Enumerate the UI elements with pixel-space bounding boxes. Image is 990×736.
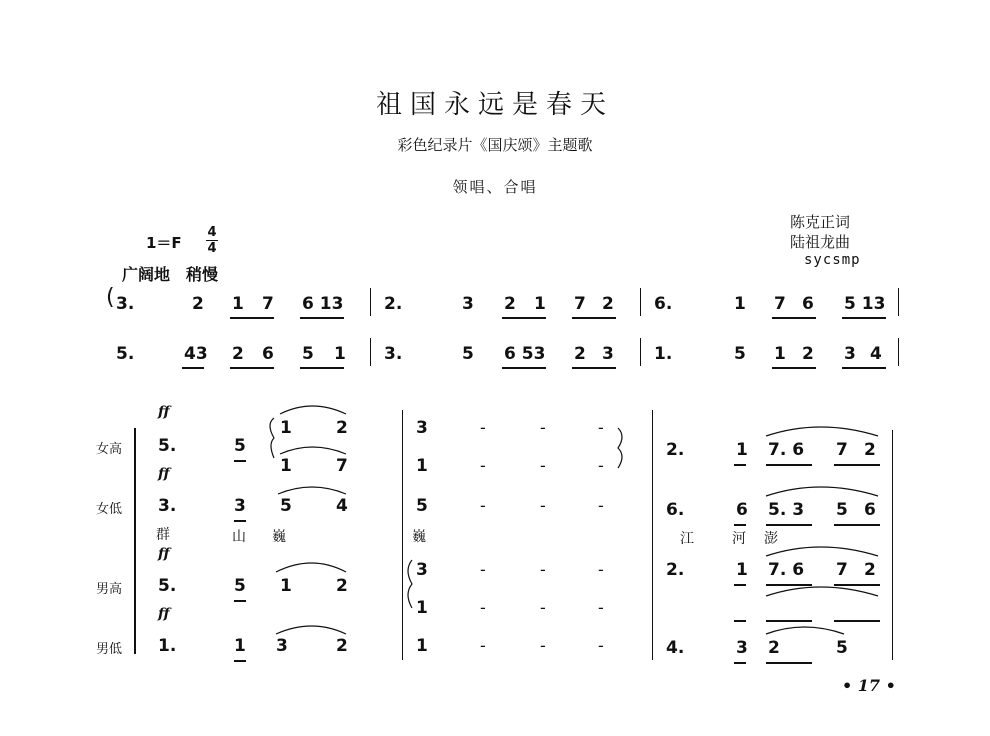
note: 1 — [534, 294, 546, 314]
note: 7. 6 — [768, 440, 805, 460]
note: 2 — [602, 294, 614, 314]
hold-dash: - — [598, 496, 604, 515]
hold-dash: - — [480, 636, 486, 655]
part-label-alto: 女低 — [96, 502, 123, 517]
note: 2. — [666, 560, 685, 580]
lyric: 江 — [680, 531, 694, 547]
note: 5 — [302, 344, 314, 364]
slur — [280, 406, 346, 414]
part-label-bass: 男低 — [96, 642, 123, 657]
slur — [276, 626, 346, 634]
lyric: 巍 — [412, 529, 426, 545]
hold-dash: - — [480, 456, 486, 475]
hold-dash: - — [598, 598, 604, 617]
divisi-brace — [618, 428, 622, 468]
dynamic-ff: ff — [158, 404, 170, 420]
lyric: 巍 — [272, 529, 286, 545]
lyric: 群 — [156, 527, 170, 543]
note: 1 — [280, 576, 292, 596]
note: 4. — [666, 638, 685, 658]
note: 7 — [836, 440, 848, 460]
note: 2 — [864, 440, 876, 460]
note: 2 — [574, 344, 586, 364]
part-label-tenor: 男高 — [96, 582, 123, 597]
divisi-brace — [408, 560, 412, 608]
note: 3 — [276, 636, 288, 656]
note: 3. — [158, 496, 177, 516]
note: 7 — [262, 294, 274, 314]
note: 6 — [736, 500, 748, 520]
lyric: 河 — [732, 531, 746, 547]
hold-dash: - — [540, 598, 546, 617]
note: 5. — [116, 344, 135, 364]
slur — [280, 447, 346, 454]
lyricist: 陈克正词 — [790, 213, 851, 231]
hold-dash: - — [540, 496, 546, 515]
slur — [766, 547, 878, 556]
hold-dash: - — [480, 598, 486, 617]
time-bottom: 4 — [207, 241, 217, 256]
note: 1 — [416, 598, 428, 618]
note: 1 — [736, 440, 748, 460]
note: 3. — [116, 294, 135, 314]
note: 3 — [234, 496, 246, 516]
hold-dash: - — [540, 418, 546, 437]
slur — [276, 563, 346, 572]
note: 1 — [280, 456, 292, 476]
note: 2. — [384, 294, 403, 314]
note: 1 — [416, 456, 428, 476]
dynamic-ff: ff — [158, 466, 170, 482]
hold-dash: - — [598, 418, 604, 437]
note: 4 — [336, 496, 348, 516]
note: 7. 6 — [768, 560, 805, 580]
note: 3 — [416, 418, 428, 438]
note: 43 — [184, 344, 208, 364]
note: 3. — [384, 344, 403, 364]
note: 5. — [158, 436, 177, 456]
note: 5 — [234, 576, 246, 596]
slur — [766, 427, 878, 436]
note: 3 — [602, 344, 614, 364]
song-subtitle: 彩色纪录片《国庆颂》主题歌 — [397, 136, 593, 154]
lyric: 澎 — [764, 531, 778, 547]
divisi-brace — [270, 418, 274, 458]
note: 1. — [654, 344, 673, 364]
note: 7 — [774, 294, 786, 314]
note: 3 — [462, 294, 474, 314]
composer: 陆祖龙曲 — [790, 233, 851, 251]
note: 6. — [654, 294, 673, 314]
key-signature: 1＝F — [146, 234, 182, 252]
hold-dash: - — [540, 560, 546, 579]
note: 5 — [836, 638, 848, 658]
note: 5 — [462, 344, 474, 364]
dynamic-ff: ff — [158, 546, 170, 562]
time-top: 4 — [207, 225, 217, 240]
note: 2 — [802, 344, 814, 364]
note: 5 — [836, 500, 848, 520]
note: 7 — [836, 560, 848, 580]
note: 5 — [234, 436, 246, 456]
tempo-marking: 广阔地 稍慢 — [122, 265, 219, 284]
note: 3 — [416, 560, 428, 580]
hold-dash: - — [480, 496, 486, 515]
note: 2 — [192, 294, 204, 314]
note: 5 — [416, 496, 428, 516]
note: 4 — [870, 344, 882, 364]
intro-brace: ( — [106, 285, 115, 310]
note: 5 13 — [844, 294, 886, 314]
hold-dash: - — [480, 560, 486, 579]
note: 5 — [734, 344, 746, 364]
note: 7 — [336, 456, 348, 476]
note: 3 — [844, 344, 856, 364]
song-title: 祖国永远是春天 — [375, 90, 614, 120]
note: 2 — [504, 294, 516, 314]
note: 2 — [864, 560, 876, 580]
note: 1 — [334, 344, 346, 364]
note: 7 — [574, 294, 586, 314]
hold-dash: - — [540, 456, 546, 475]
note: 3 — [736, 638, 748, 658]
note: 1 — [774, 344, 786, 364]
performance-form: 领唱、合唱 — [452, 178, 538, 196]
note: 1 — [416, 636, 428, 656]
note: 1 — [734, 294, 746, 314]
note: 5 — [280, 496, 292, 516]
note: 6 — [262, 344, 274, 364]
note: 6 — [802, 294, 814, 314]
page-number: • 17 • — [842, 676, 896, 695]
lyric: 山 — [232, 529, 246, 545]
slur — [278, 487, 346, 494]
dynamic-ff: ff — [158, 606, 170, 622]
slur — [766, 627, 844, 634]
note: 5. 3 — [768, 500, 805, 520]
note: 6. — [666, 500, 685, 520]
note: 1 — [232, 294, 244, 314]
note: 1 — [234, 636, 246, 656]
note: 2. — [666, 440, 685, 460]
slur — [766, 487, 878, 496]
signature: sycsmp — [804, 252, 861, 268]
hold-dash: - — [598, 560, 604, 579]
note: 2 — [768, 638, 780, 658]
note: 2 — [232, 344, 244, 364]
hold-dash: - — [480, 418, 486, 437]
hold-dash: - — [540, 636, 546, 655]
note: 1 — [736, 560, 748, 580]
note: 6 13 — [302, 294, 344, 314]
slur — [766, 587, 878, 596]
part-label-soprano: 女高 — [96, 442, 123, 457]
note: 6 53 — [504, 344, 546, 364]
note: 2 — [336, 636, 348, 656]
note: 1. — [158, 636, 177, 656]
note: 1 — [280, 418, 292, 438]
note: 2 — [336, 576, 348, 596]
note: 6 — [864, 500, 876, 520]
hold-dash: - — [598, 456, 604, 475]
hold-dash: - — [598, 636, 604, 655]
note: 5. — [158, 576, 177, 596]
note: 2 — [336, 418, 348, 438]
